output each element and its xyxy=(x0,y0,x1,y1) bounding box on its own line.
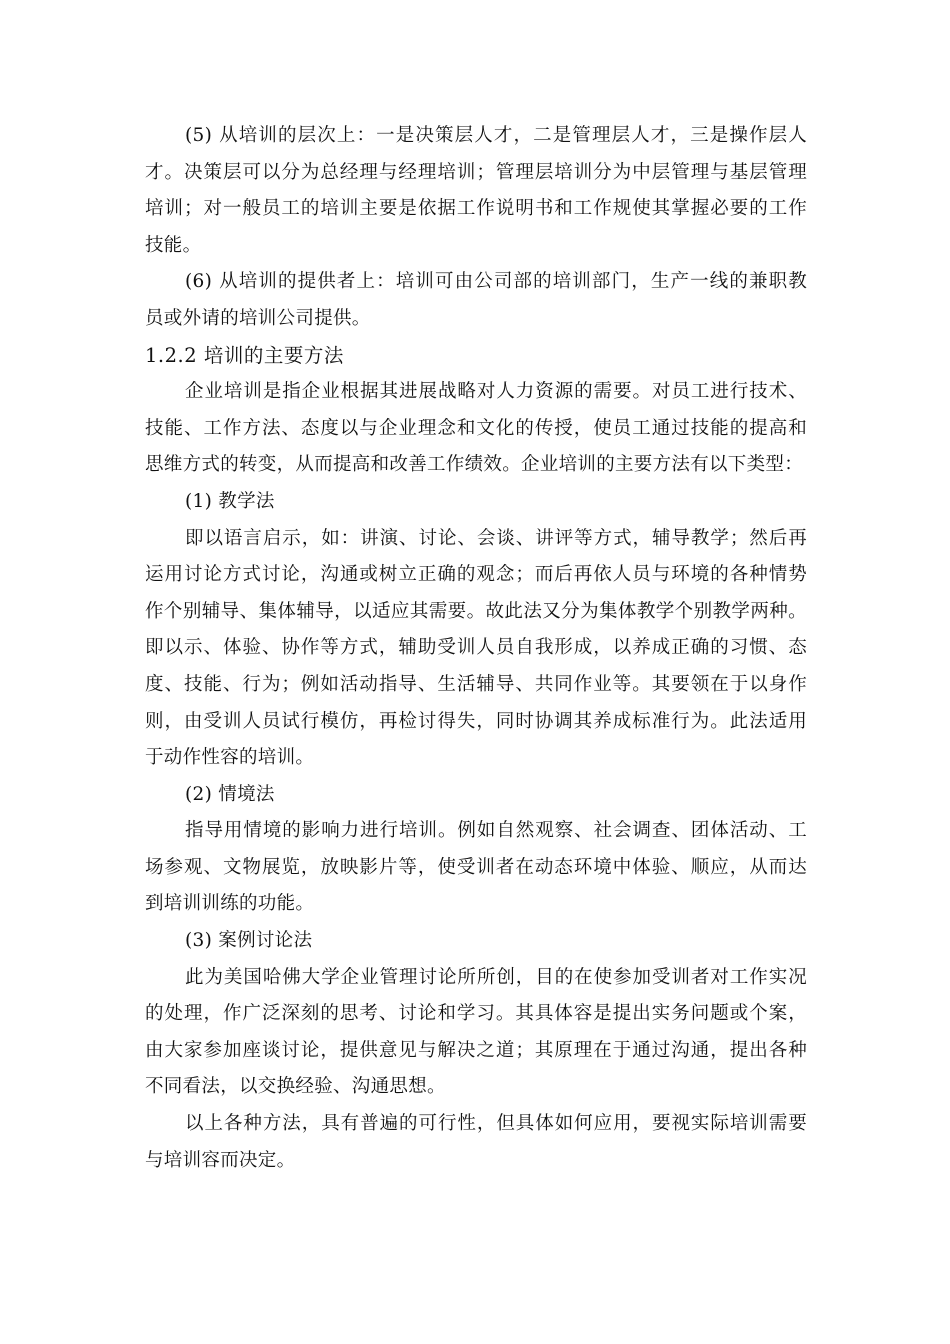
method-item-title: (3) 案例讨论法 xyxy=(185,930,313,952)
paragraph-line: 到培训训练的功能。 xyxy=(145,893,315,915)
paragraph-line: 指导用情境的影响力进行培训。例如自然观察、社会调查、团体活动、工 xyxy=(185,820,807,842)
paragraph-line: 以上各种方法，具有普遍的可行性，但具体如何应用，要视实际培训需要 xyxy=(185,1113,807,1135)
method-item-title: (2) 情境法 xyxy=(185,783,275,805)
paragraph-line: 企业培训是指企业根据其进展战略对人力资源的需要。对员工进行技术、 xyxy=(185,381,807,403)
paragraph-line: 此为美国哈佛大学企业管理讨论所所创，目的在使参加受训者对工作实况 xyxy=(185,966,807,988)
paragraph-line: 作个别辅导、集体辅导，以适应其需要。故此法又分为集体教学个别教学两种。 xyxy=(145,600,807,622)
paragraph-line: 即以语言启示，如：讲演、讨论、会谈、讲评等方式，辅导教学；然后再 xyxy=(185,527,807,549)
paragraph-line: 则，由受训人员试行模仿，再检讨得失，同时协调其养成标准行为。此法适用 xyxy=(145,710,807,732)
paragraph-line: 与培训容而决定。 xyxy=(145,1149,296,1171)
paragraph-line: 于动作性容的培训。 xyxy=(145,747,315,769)
paragraph-line: 思维方式的转变，从而提高和改善工作绩效。企业培训的主要方法有以下类型： xyxy=(145,454,804,476)
paragraph xyxy=(145,813,807,923)
paragraph-line: 不同看法，以交换经验、沟通思想。 xyxy=(145,1076,446,1098)
paragraph-line: (5) 从培训的层次上：一是决策层人才，二是管理层人才，三是操作层人 xyxy=(185,125,807,146)
method-item-title: (1) 教学法 xyxy=(185,490,275,512)
paragraph xyxy=(145,118,807,264)
paragraph-line: 运用讨论方式讨论，沟通或树立正确的观念；而后再依人员与环境的各种情势 xyxy=(145,564,807,586)
paragraph xyxy=(145,264,807,337)
paragraph-line: 的处理，作广泛深刻的思考、讨论和学习。其具体容是提出实务问题或个案， xyxy=(145,1003,807,1025)
paragraph xyxy=(145,521,807,777)
paragraph xyxy=(145,374,807,484)
section-heading: 1.2.2 培训的主要方法 xyxy=(145,343,344,367)
paragraph-line: 技能、工作方法、态度以与企业理念和文化的传授，使员工通过技能的提高和 xyxy=(145,417,807,439)
paragraph-line: 由大家参加座谈讨论，提供意见与解决之道；其原理在于通过沟通，提出各种 xyxy=(145,1039,807,1061)
paragraph xyxy=(145,1106,807,1179)
paragraph-line: 培训；对一般员工的培训主要是依据工作说明书和工作规使其掌握必要的工作 xyxy=(145,198,807,220)
paragraph-line: 才。决策层可以分为总经理与经理培训；管理层培训分为中层管理与基层管理 xyxy=(145,161,807,183)
paragraph-line: 度、技能、行为；例如活动指导、生活辅导、共同作业等。其要领在于以身作 xyxy=(145,673,807,695)
paragraph-line: (6) 从培训的提供者上：培训可由公司部的培训部门，生产一线的兼职教 xyxy=(185,271,807,293)
paragraph-line: 技能。 xyxy=(145,234,202,256)
paragraph-line: 场参观、文物展览，放映影片等，使受训者在动态环境中体验、顺应，从而达 xyxy=(145,856,807,878)
paragraph-line: 即以示、体验、协作等方式，辅助受训人员自我形成，以养成正确的习惯、态 xyxy=(145,637,807,659)
document-body xyxy=(145,118,807,1179)
paragraph-line: 员或外请的培训公司提供。 xyxy=(145,307,371,329)
paragraph xyxy=(145,960,807,1106)
